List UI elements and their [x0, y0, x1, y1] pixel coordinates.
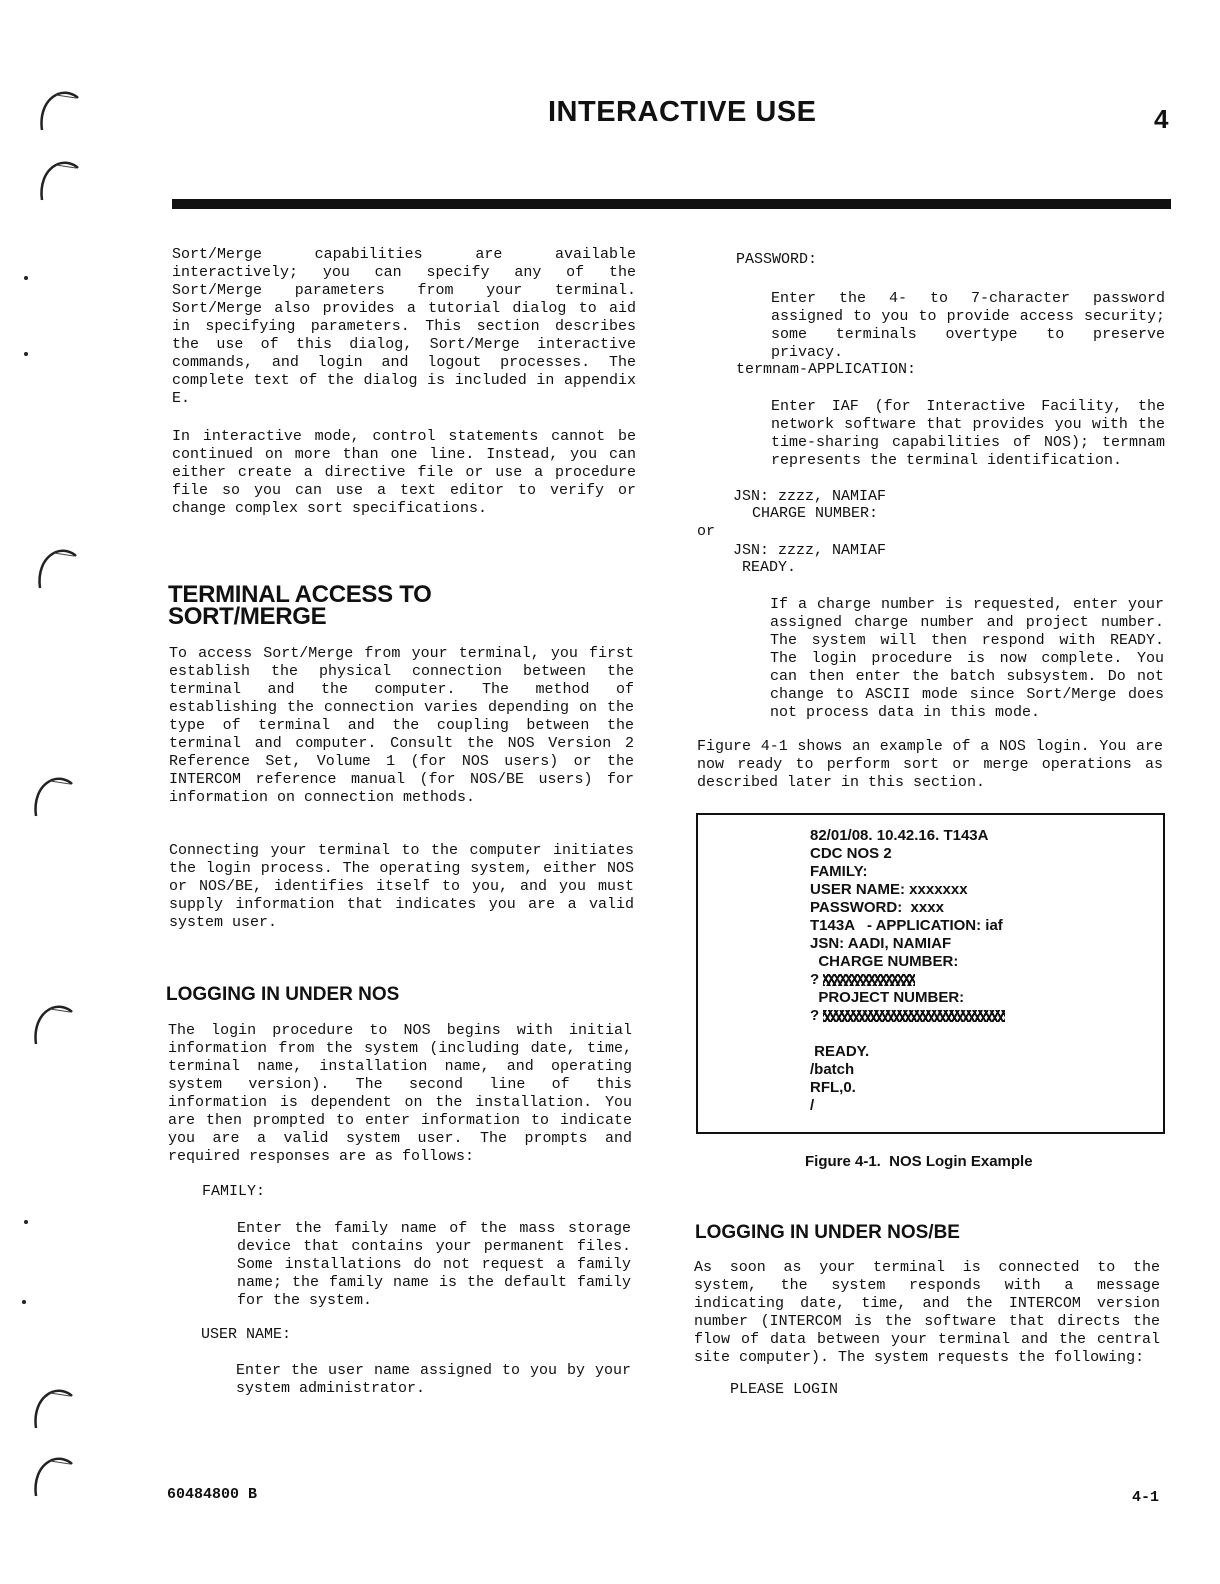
intro-paragraph-2: In interactive mode, control statements cannot be continued on more than one line. Instead, you can either create a directive file or use a procedure file so you can use a text editor to verify or change complex sort specifications. [172, 428, 636, 517]
nos-paragraph: The login procedure to NOS begins with initial information from the system (including date, time, terminal name, installation name, and operating system version). The second line of this information is dependent on the installation. You are then prompted to enter information to indicate you are a valid system user. The prompts and required responses are as follows: [168, 1022, 632, 1165]
access-paragraph-1: To access Sort/Merge from your terminal, you first establish the physical connection between the terminal and the computer. The method of establishing the connection varies depending on the type of terminal and the coupling between the terminal and computer. Consult the NOS Version 2 Reference Set, Volume 1 (for NOS users) or the INTERCOM reference manual (for NOS/BE users) for information on connection methods. [169, 645, 634, 806]
nosbe-paragraph: As soon as your terminal is connected to the system, the system responds with a message indicating date, time, and the INTERCOM version number (INTERCOM is the software that directs the flow of data between your terminal and the central site computer). The system requests the following: [694, 1259, 1160, 1366]
heading-line: SORT/MERGE [168, 603, 327, 630]
figure-line: FAMILY: [810, 863, 868, 880]
charge-number-description: If a charge number is requested, enter your assigned charge number and project number. The system will then respond with READY. The login procedure is now complete. You can then enter the batch subsystem. Do not change to ASCII mode since Sort/Merge does not process data in this mode. [770, 596, 1164, 721]
speck [24, 352, 28, 356]
jsn-line: JSN: zzzz, NAMIAF [733, 488, 887, 505]
access-paragraph-2: Connecting your terminal to the computer initiates the login process. The operating system, either NOS or NOS/BE, identifies itself to you, and you must supply information that indicates you are a valid system user. [169, 842, 634, 931]
password-description: Enter the 4- to 7-character password assigned to you to provide access security; some terminals overtype to preserve privacy. [771, 290, 1165, 361]
figure-line: 82/01/08. 10.42.16. T143A [810, 827, 989, 844]
ready-line: READY. [742, 559, 797, 576]
document-number: 60484800 B [167, 1486, 258, 1503]
figure-line: USER NAME: xxxxxxx [810, 881, 968, 898]
termnam-description: Enter IAF (for Interactive Facility, the network software that provides you with the time-sharing capabilities of NOS); termnam represents the terminal identification. [771, 398, 1165, 469]
family-description: Enter the family name of the mass storage device that contains your permanent files. Some installations do not request a family name; the family name is the default family for the system. [237, 1220, 631, 1309]
jsn-line: JSN: zzzz, NAMIAF [733, 542, 887, 559]
redacted-project-number [823, 1010, 1005, 1022]
termnam-prompt: termnam-APPLICATION: [736, 361, 917, 378]
figure-line: RFL,0. [810, 1079, 856, 1096]
figure-project-entry [810, 1007, 1005, 1025]
user-name-prompt: USER NAME: [201, 1326, 292, 1343]
speck [22, 1300, 26, 1304]
figure-line: ? [810, 1007, 820, 1024]
family-prompt: FAMILY: [202, 1183, 266, 1200]
figure-caption: Figure 4-1. NOS Login Example [805, 1153, 1033, 1170]
speck [24, 1220, 28, 1224]
figure-line: T143A - APPLICATION: iaf [810, 917, 1003, 934]
redacted-charge-number [823, 974, 915, 986]
figure-line: /batch [810, 1061, 855, 1078]
speck [24, 276, 28, 280]
or-text: or [697, 523, 716, 540]
figure-line: CDC NOS 2 [810, 845, 892, 862]
punch-hole-mark-4 [30, 772, 76, 818]
charge-number-line: CHARGE NUMBER: [752, 505, 879, 522]
please-login-prompt: PLEASE LOGIN [730, 1381, 839, 1398]
punch-hole-mark-1 [36, 86, 82, 132]
figure-charge-entry [810, 971, 1005, 989]
header-rule [172, 199, 1171, 209]
intro-paragraph-1: Sort/Merge capabilities are available interactively; you can specify any of the Sort/Merge parameters from your terminal. Sort/Merge also provides a tutorial dialog to aid in specifying parameters. This section describes the use of this dialog, Sort/Merge interactive commands, and login and logout processes. The complete text of the dialog is included in appendix E. [172, 246, 636, 407]
figure-line: JSN: AADI, NAMIAF [810, 935, 952, 952]
heading-line: TERMINAL ACCESS TO [168, 581, 432, 608]
section-heading-nos: LOGGING IN UNDER NOS [166, 984, 400, 1005]
page-number: 4-1 [1132, 1489, 1160, 1506]
chapter-title: INTERACTIVE USE [548, 96, 817, 128]
punch-hole-mark-2 [36, 156, 82, 202]
punch-hole-mark-7 [30, 1452, 76, 1498]
section-heading-nosbe: LOGGING IN UNDER NOS/BE [695, 1222, 960, 1243]
figure-line: READY. [810, 1043, 870, 1060]
figure-line: / [810, 1097, 815, 1114]
figure-line: ? [810, 971, 820, 988]
punch-hole-mark-5 [30, 1000, 76, 1046]
figure-line: PASSWORD: xxxx [810, 899, 944, 916]
user-name-description: Enter the user name assigned to you by your system administrator. [236, 1362, 631, 1397]
nos-login-figure [696, 813, 1165, 1134]
punch-hole-mark-3 [34, 544, 80, 590]
figure-reference-paragraph: Figure 4-1 shows an example of a NOS login. You are now ready to perform sort or merge operations as described later in this section. [697, 738, 1163, 791]
figure-terminal-listing [810, 827, 1005, 1115]
figure-line: PROJECT NUMBER: [810, 989, 965, 1006]
punch-hole-mark-6 [30, 1384, 76, 1430]
section-heading-terminal-access [168, 581, 432, 630]
chapter-number: 4 [1154, 104, 1169, 134]
figure-line: CHARGE NUMBER: [810, 953, 959, 970]
password-prompt: PASSWORD: [736, 251, 818, 268]
